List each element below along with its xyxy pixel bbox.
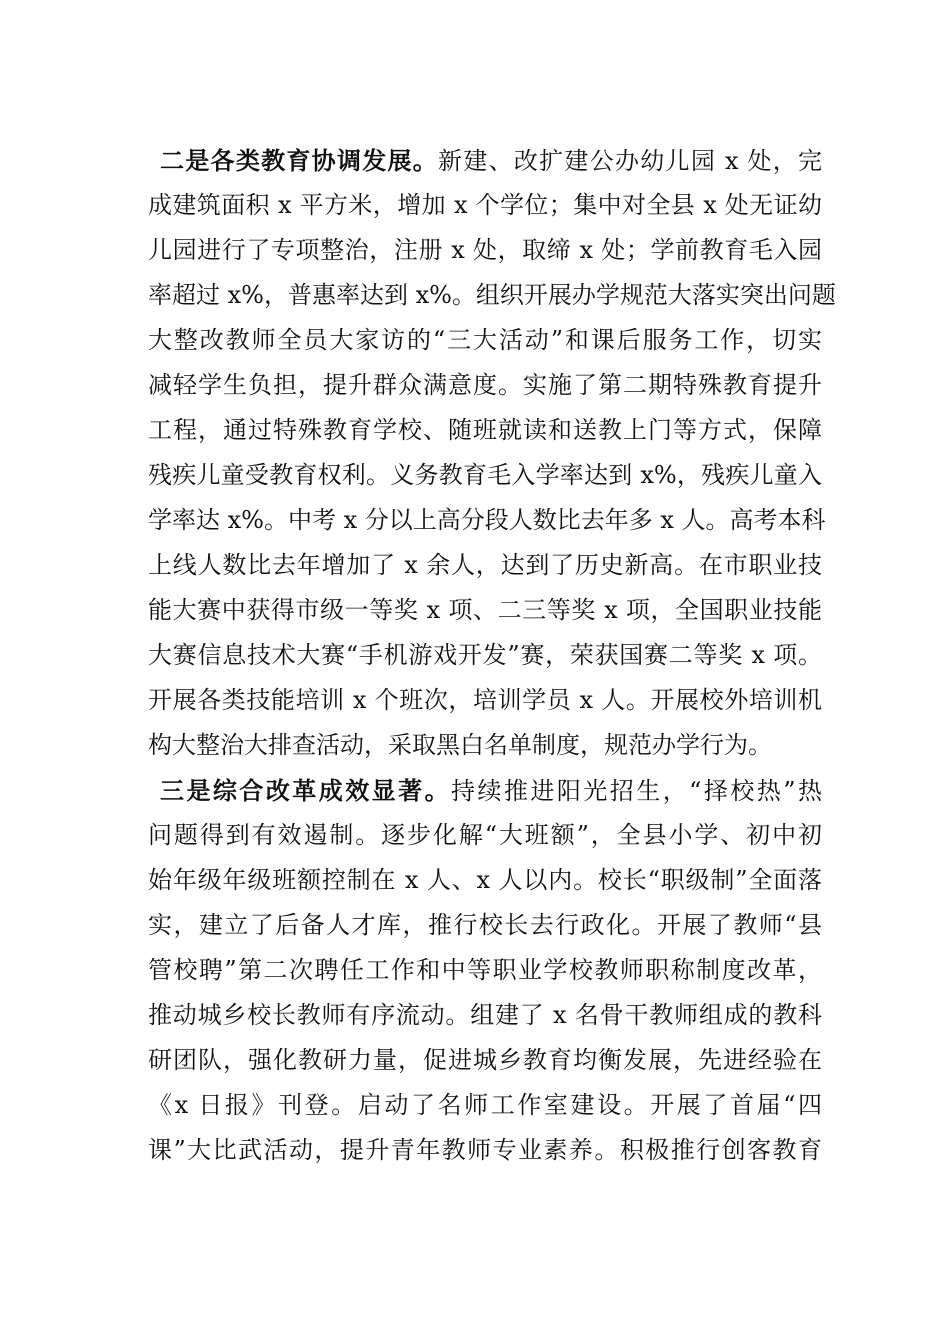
body-text: [148, 138, 836, 1173]
text-line: [148, 138, 822, 183]
text-line: 构大整治大排查活动，采取黑白名单制度，规范办学行为。: [148, 731, 772, 759]
text-line: 课”大比武活动，提升青年教师专业素养。积极推行创客教育: [148, 1136, 822, 1164]
text-line: 《x 日报》刊登。启动了名师工作室建设。开展了首届“四: [148, 1091, 822, 1119]
text-line: 残疾儿童受教育权利。义务教育毛入学率达到 x%，残疾儿童入: [148, 461, 822, 489]
text-line: 大赛信息技术大赛“手机游戏开发”赛，荣获国赛二等奖 x 项。: [148, 641, 822, 669]
text-line: 管校聘”第二次聘任工作和中等职业学校教师职称制度改革，: [148, 956, 822, 984]
paragraph-lead: 二是各类教育协调发展。: [160, 146, 439, 175]
text-line: 上线人数比去年增加了 x 余人，达到了历史新高。在市职业技: [148, 551, 822, 579]
text-line: 减轻学生负担，提升群众满意度。实施了第二期特殊教育提升: [148, 371, 822, 399]
paragraph-lead: 三是综合改革成效显著。: [160, 776, 452, 805]
text-line: 学率达 x%。中考 x 分以上高分段人数比去年多 x 人。高考本科: [148, 506, 826, 534]
text-line: 成建筑面积 x 平方米，增加 x 个学位；集中对全县 x 处无证幼: [148, 191, 822, 219]
text-line: 工程，通过特殊教育学校、随班就读和送教上门等方式，保障: [148, 416, 822, 444]
text-line: [148, 768, 822, 813]
text-line: 推动城乡校长教师有序流动。组建了 x 名骨干教师组成的教科: [148, 1001, 822, 1029]
text-line: 问题得到有效遏制。逐步化解“大班额”，全县小学、初中初: [148, 821, 822, 849]
text-line: 儿园进行了专项整治，注册 x 处，取缔 x 处；学前教育毛入园: [148, 236, 822, 264]
text-line: 能大赛中获得市级一等奖 x 项、二三等奖 x 项，全国职业技能: [148, 596, 822, 624]
paragraph-education-development: [148, 138, 836, 768]
text-line: 始年级年级班额控制在 x 人、x 人以内。校长“职级制”全面落: [148, 866, 822, 894]
text-line: 实，建立了后备人才库，推行校长去行政化。开展了教师“县: [148, 911, 822, 939]
text-line: 开展各类技能培训 x 个班次，培训学员 x 人。开展校外培训机: [148, 686, 822, 714]
paragraph-first-line-text: 新建、改扩建公办幼儿园 x 处，完: [438, 147, 822, 175]
text-line: 研团队，强化教研力量，促进城乡教育均衡发展，先进经验在: [148, 1046, 822, 1074]
text-line: 率超过 x%，普惠率达到 x%。组织开展办学规范大落实突出问题: [148, 281, 836, 309]
text-line: 大整改教师全员大家访的“三大活动”和课后服务工作，切实: [148, 326, 822, 354]
paragraph-comprehensive-reform: [148, 768, 822, 1173]
paragraph-first-line-text: 持续推进阳光招生，“择校热”热: [451, 777, 822, 805]
